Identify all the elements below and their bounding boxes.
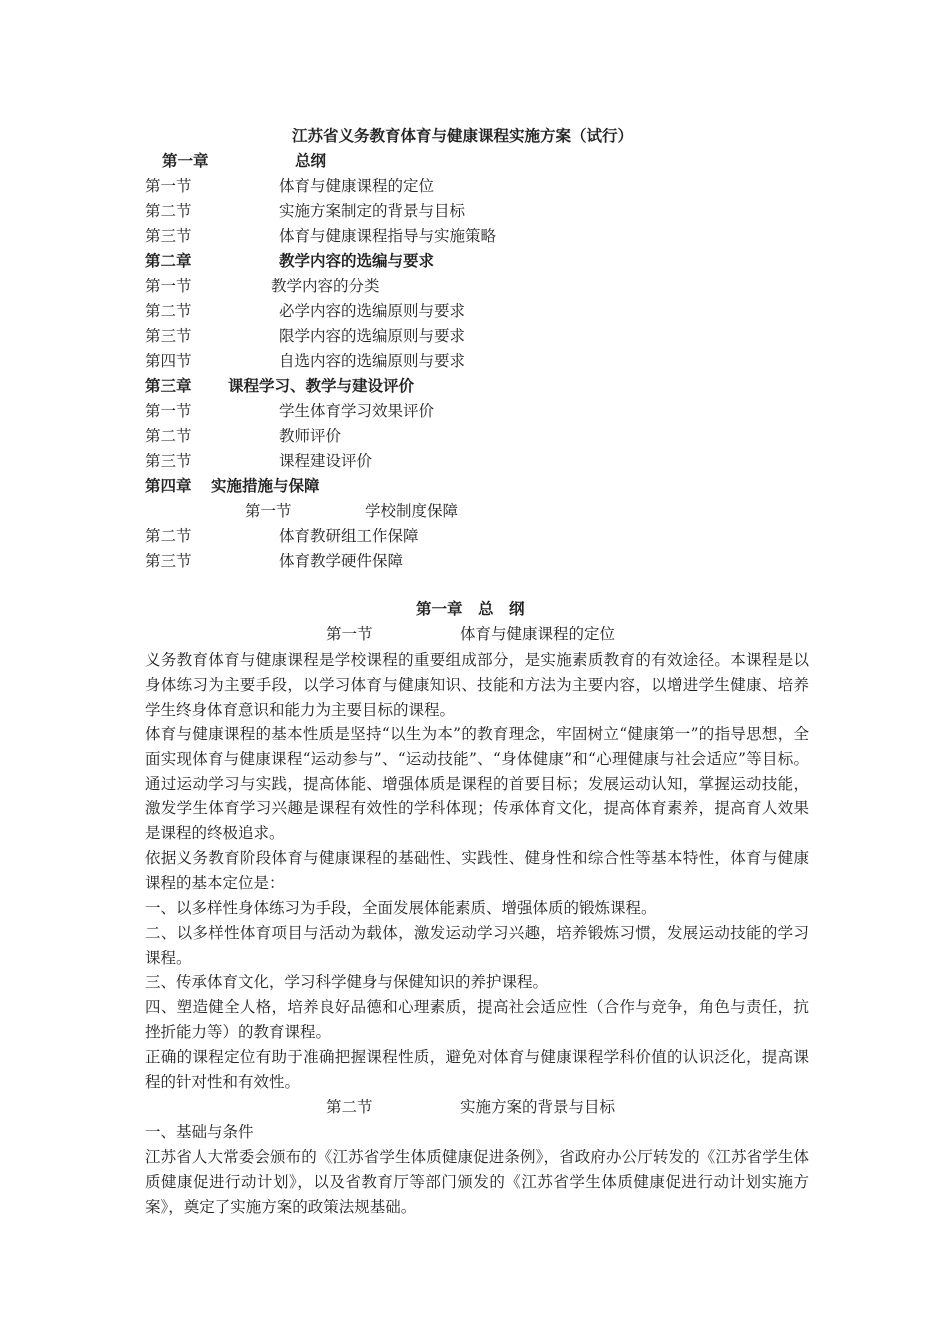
toc-section (145, 224, 497, 249)
paragraph: 四、塑造健全人格，培养良好品德和心理素质，提高社会适应性（合作与竞争，角色与责任，抗挫折能力等）的教育课程。 (145, 998, 809, 1041)
toc-label: 第三节 (145, 452, 192, 470)
toc-title: 体育教研组工作保障 (279, 527, 419, 545)
toc-section (145, 524, 419, 549)
toc-label: 第三节 (145, 552, 192, 570)
paragraph: 体育与健康课程的基本性质是坚持“以生为本”的教育理念，牢固树立“健康第一”的指导思想，全面实现体育与健康课程“运动参与”、“运动技能”、“身体健康”和“心理健康与社会适应”等目标。通过运动学习与实践，提高体能、增强体质是课程的首要目标；发展运动认知，掌握运动技能，激发学生体育学习兴趣是课程有效性的学科体现；传承体育文化，提高体育素养，提高育人效果是课程的终极追求。 (145, 725, 809, 843)
toc-title: 课程学习、教学与建设评价 (228, 377, 415, 395)
toc-chapter (162, 149, 327, 174)
document-title: 江苏省义务教育体育与健康课程实施方案（试行） (292, 127, 634, 145)
toc-title: 必学内容的选编原则与要求 (279, 302, 466, 320)
toc-title: 体育与健康课程指导与实施策略 (279, 227, 497, 245)
chapter-heading: 第一章 总 纲 (416, 600, 525, 618)
toc-label: 第四节 (145, 352, 192, 370)
paragraph: 江苏省人大常委会颁布的《江苏省学生体质健康促进条例》，省政府办公厅转发的《江苏省学生体质健康促进行动计划》，以及省教育厅等部门颁发的《江苏省学生体质健康促进行动计划实施方案》，奠定了实施方案的政策法规基础。 (145, 1148, 809, 1216)
toc-title: 体育与健康课程的定位 (279, 177, 435, 195)
toc-chapter (145, 374, 415, 399)
toc-chapter (145, 474, 320, 499)
toc-title: 教学内容的选编与要求 (279, 252, 435, 270)
section-title: 实施方案的背景与目标 (460, 1098, 616, 1116)
toc-title: 学校制度保障 (365, 502, 459, 520)
toc-label: 第二节 (145, 427, 192, 445)
section-label: 第二节 (326, 1098, 373, 1116)
toc-title: 教师评价 (279, 427, 342, 445)
toc-label: 第一章 (162, 152, 209, 170)
toc-section (145, 199, 466, 224)
toc-label: 第二节 (145, 527, 192, 545)
toc-title: 限学内容的选编原则与要求 (279, 327, 466, 345)
toc-title: 教学内容的分类 (271, 277, 380, 295)
toc-title: 实施方案制定的背景与目标 (279, 202, 466, 220)
toc-label: 第一节 (145, 277, 192, 295)
toc-title: 总纲 (295, 152, 327, 170)
section-heading (326, 1095, 616, 1120)
paragraph: 三、传承体育文化，学习科学健身与保健知识的养护课程。 (145, 973, 549, 991)
toc-section (145, 174, 435, 199)
toc-title: 课程建设评价 (279, 452, 373, 470)
paragraph: 依据义务教育阶段体育与健康课程的基础性、实践性、健身性和综合性等基本特性，体育与健康课程的基本定位是： (145, 849, 809, 892)
paragraph: 义务教育体育与健康课程是学校课程的重要组成部分，是实施素质教育的有效途径。本课程是以身体练习为主要手段，以学习体育与健康知识、技能和方法为主要内容，以增进学生健康、培养学生终身体育意识和能力为主要目标的课程。 (145, 651, 809, 719)
toc-label: 第一节 (145, 177, 192, 195)
toc-section (145, 399, 435, 424)
toc-title: 自选内容的选编原则与要求 (279, 352, 466, 370)
paragraph: 二、以多样性体育项目与活动为载体，激发运动学习兴趣，培养锻炼习惯，发展运动技能的学习课程。 (145, 924, 809, 967)
toc-label: 第二章 (145, 252, 192, 270)
toc-section (145, 324, 466, 349)
section-title: 体育与健康课程的定位 (460, 625, 616, 643)
toc-section (145, 299, 466, 324)
toc-label: 第一节 (145, 402, 192, 420)
toc-label: 第二节 (145, 302, 192, 320)
section-label: 第一节 (326, 625, 373, 643)
toc-section (145, 449, 373, 474)
toc-section (145, 349, 466, 374)
toc-section (145, 424, 342, 449)
toc-section (145, 274, 380, 299)
paragraph: 一、以多样性身体练习为手段，全面发展体能素质、增强体质的锻炼课程。 (145, 899, 657, 917)
toc-label: 第二节 (145, 202, 192, 220)
toc-label: 第一节 (245, 502, 292, 520)
toc-label: 第三节 (145, 227, 192, 245)
toc-title: 体育教学硬件保障 (279, 552, 404, 570)
paragraph: 一、基础与条件 (145, 1123, 254, 1141)
toc-section (245, 499, 459, 524)
toc-label: 第三章 (145, 377, 192, 395)
toc-title: 学生体育学习效果评价 (279, 402, 435, 420)
toc-section (145, 549, 404, 574)
toc-chapter (145, 249, 435, 274)
toc-title: 实施措施与保障 (211, 477, 320, 495)
toc-label: 第三节 (145, 327, 192, 345)
section-heading (326, 622, 616, 647)
paragraph: 正确的课程定位有助于准确把握课程性质，避免对体育与健康课程学科价值的认识泛化，提高课程的针对性和有效性。 (145, 1048, 809, 1091)
toc-label: 第四章 (145, 477, 192, 495)
